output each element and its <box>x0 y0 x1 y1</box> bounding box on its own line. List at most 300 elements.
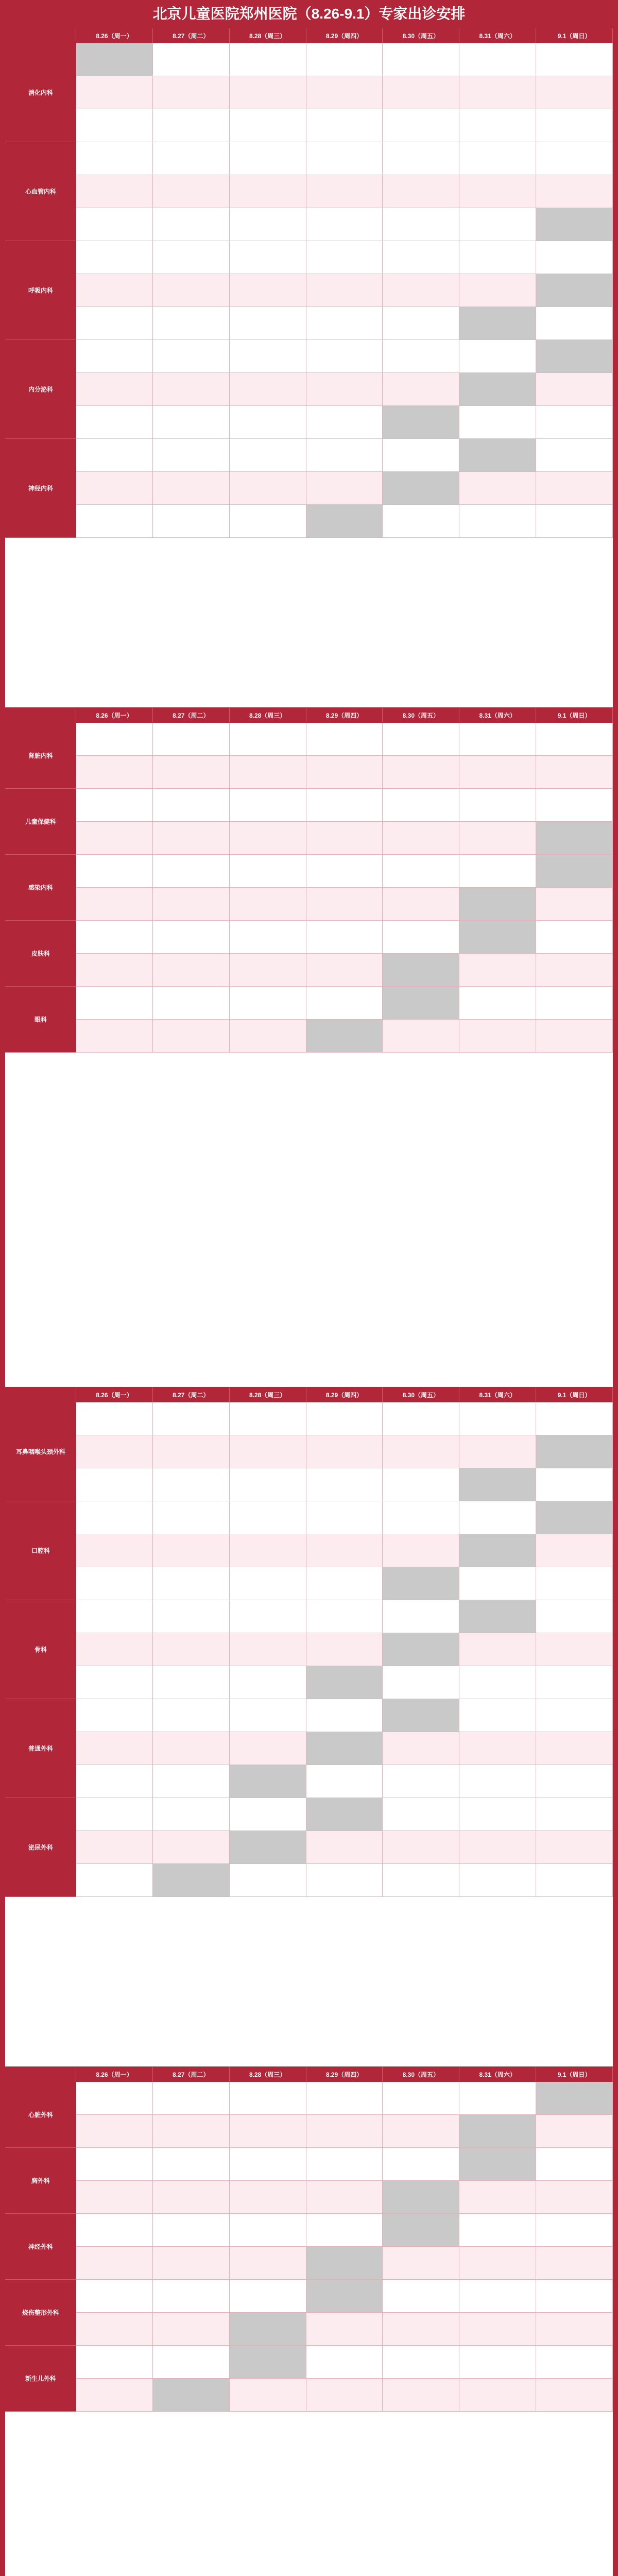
schedule-slot[interactable] <box>76 373 153 406</box>
schedule-slot[interactable] <box>153 1402 230 1435</box>
schedule-slot[interactable] <box>306 2148 383 2181</box>
schedule-slot[interactable] <box>230 1831 306 1864</box>
schedule-slot[interactable] <box>230 274 306 307</box>
schedule-slot[interactable] <box>230 888 306 921</box>
schedule-slot[interactable] <box>306 175 383 208</box>
schedule-slot[interactable] <box>536 2379 613 2412</box>
schedule-slot[interactable] <box>76 2313 153 2346</box>
schedule-slot[interactable] <box>383 2082 459 2115</box>
schedule-slot[interactable] <box>76 987 153 1020</box>
schedule-slot[interactable] <box>459 2214 536 2247</box>
schedule-slot[interactable] <box>230 2379 306 2412</box>
schedule-slot[interactable] <box>536 723 613 756</box>
schedule-slot[interactable] <box>383 1435 459 1468</box>
schedule-slot[interactable] <box>76 855 153 888</box>
schedule-slot[interactable] <box>153 2280 230 2313</box>
schedule-slot[interactable] <box>383 855 459 888</box>
schedule-slot[interactable] <box>230 1732 306 1765</box>
schedule-slot[interactable] <box>383 1864 459 1897</box>
schedule-slot[interactable] <box>459 109 536 142</box>
schedule-slot[interactable] <box>230 1468 306 1501</box>
schedule-slot[interactable] <box>306 2313 383 2346</box>
schedule-slot[interactable] <box>230 1020 306 1053</box>
schedule-slot[interactable] <box>230 1600 306 1633</box>
schedule-slot[interactable] <box>230 1633 306 1666</box>
schedule-slot[interactable] <box>536 1831 613 1864</box>
schedule-slot[interactable] <box>383 307 459 340</box>
schedule-slot[interactable] <box>459 1699 536 1732</box>
schedule-slot[interactable] <box>459 1402 536 1435</box>
schedule-slot[interactable] <box>76 142 153 175</box>
schedule-slot[interactable] <box>153 2115 230 2148</box>
schedule-slot[interactable] <box>536 142 613 175</box>
schedule-slot[interactable] <box>230 43 306 76</box>
schedule-slot[interactable] <box>459 756 536 789</box>
schedule-slot[interactable] <box>76 2214 153 2247</box>
schedule-slot[interactable] <box>153 76 230 109</box>
schedule-slot[interactable] <box>536 307 613 340</box>
schedule-slot[interactable] <box>230 822 306 855</box>
schedule-slot[interactable] <box>306 1831 383 1864</box>
schedule-slot[interactable] <box>306 921 383 954</box>
schedule-slot[interactable] <box>306 109 383 142</box>
schedule-slot[interactable] <box>536 921 613 954</box>
schedule-slot[interactable] <box>306 2214 383 2247</box>
schedule-slot[interactable] <box>230 2280 306 2313</box>
schedule-slot[interactable] <box>383 756 459 789</box>
schedule-slot[interactable] <box>230 175 306 208</box>
schedule-slot[interactable] <box>536 2181 613 2214</box>
schedule-slot[interactable] <box>230 2313 306 2346</box>
schedule-slot[interactable] <box>383 1501 459 1534</box>
schedule-slot[interactable] <box>459 1831 536 1864</box>
schedule-slot[interactable] <box>230 406 306 439</box>
schedule-slot[interactable] <box>536 2082 613 2115</box>
schedule-slot[interactable] <box>230 756 306 789</box>
schedule-slot[interactable] <box>383 1699 459 1732</box>
schedule-slot[interactable] <box>76 2247 153 2280</box>
schedule-slot[interactable] <box>153 505 230 538</box>
schedule-slot[interactable] <box>76 1831 153 1864</box>
schedule-slot[interactable] <box>536 43 613 76</box>
schedule-slot[interactable] <box>383 954 459 987</box>
schedule-slot[interactable] <box>536 1798 613 1831</box>
schedule-slot[interactable] <box>536 472 613 505</box>
schedule-slot[interactable] <box>230 76 306 109</box>
schedule-slot[interactable] <box>306 1732 383 1765</box>
schedule-slot[interactable] <box>459 1864 536 1897</box>
schedule-slot[interactable] <box>76 439 153 472</box>
schedule-slot[interactable] <box>383 822 459 855</box>
schedule-slot[interactable] <box>76 2148 153 2181</box>
schedule-slot[interactable] <box>306 472 383 505</box>
schedule-slot[interactable] <box>76 789 153 822</box>
schedule-slot[interactable] <box>76 2082 153 2115</box>
schedule-slot[interactable] <box>383 1402 459 1435</box>
schedule-slot[interactable] <box>383 1831 459 1864</box>
schedule-slot[interactable] <box>306 1020 383 1053</box>
schedule-slot[interactable] <box>383 142 459 175</box>
schedule-slot[interactable] <box>230 1765 306 1798</box>
schedule-slot[interactable] <box>536 822 613 855</box>
schedule-slot[interactable] <box>536 1020 613 1053</box>
schedule-slot[interactable] <box>383 1567 459 1600</box>
schedule-slot[interactable] <box>230 1435 306 1468</box>
schedule-slot[interactable] <box>306 1600 383 1633</box>
schedule-slot[interactable] <box>536 2313 613 2346</box>
schedule-slot[interactable] <box>153 954 230 987</box>
schedule-slot[interactable] <box>383 888 459 921</box>
schedule-slot[interactable] <box>459 142 536 175</box>
schedule-slot[interactable] <box>230 373 306 406</box>
schedule-slot[interactable] <box>306 1666 383 1699</box>
schedule-slot[interactable] <box>76 822 153 855</box>
schedule-slot[interactable] <box>76 76 153 109</box>
schedule-slot[interactable] <box>536 505 613 538</box>
schedule-slot[interactable] <box>459 406 536 439</box>
schedule-slot[interactable] <box>153 142 230 175</box>
schedule-slot[interactable] <box>459 241 536 274</box>
schedule-slot[interactable] <box>76 175 153 208</box>
schedule-slot[interactable] <box>306 241 383 274</box>
schedule-slot[interactable] <box>153 1020 230 1053</box>
schedule-slot[interactable] <box>536 1699 613 1732</box>
schedule-slot[interactable] <box>383 43 459 76</box>
schedule-slot[interactable] <box>536 439 613 472</box>
schedule-slot[interactable] <box>230 307 306 340</box>
schedule-slot[interactable] <box>383 241 459 274</box>
schedule-slot[interactable] <box>536 241 613 274</box>
schedule-slot[interactable] <box>536 888 613 921</box>
schedule-slot[interactable] <box>306 888 383 921</box>
schedule-slot[interactable] <box>306 1468 383 1501</box>
schedule-slot[interactable] <box>230 954 306 987</box>
schedule-slot[interactable] <box>76 1864 153 1897</box>
schedule-slot[interactable] <box>459 274 536 307</box>
schedule-slot[interactable] <box>536 340 613 373</box>
schedule-slot[interactable] <box>383 987 459 1020</box>
schedule-slot[interactable] <box>536 789 613 822</box>
schedule-slot[interactable] <box>383 439 459 472</box>
schedule-slot[interactable] <box>306 373 383 406</box>
schedule-slot[interactable] <box>536 756 613 789</box>
schedule-slot[interactable] <box>536 855 613 888</box>
schedule-slot[interactable] <box>306 340 383 373</box>
schedule-slot[interactable] <box>383 1020 459 1053</box>
schedule-slot[interactable] <box>153 1567 230 1600</box>
schedule-slot[interactable] <box>153 307 230 340</box>
schedule-slot[interactable] <box>459 2346 536 2379</box>
schedule-slot[interactable] <box>306 307 383 340</box>
schedule-slot[interactable] <box>153 789 230 822</box>
schedule-slot[interactable] <box>459 208 536 241</box>
schedule-slot[interactable] <box>230 2082 306 2115</box>
schedule-slot[interactable] <box>459 1633 536 1666</box>
schedule-slot[interactable] <box>459 855 536 888</box>
schedule-slot[interactable] <box>76 472 153 505</box>
schedule-slot[interactable] <box>536 373 613 406</box>
schedule-slot[interactable] <box>153 2181 230 2214</box>
schedule-slot[interactable] <box>153 2148 230 2181</box>
schedule-slot[interactable] <box>306 76 383 109</box>
schedule-slot[interactable] <box>76 2115 153 2148</box>
schedule-slot[interactable] <box>383 1534 459 1567</box>
schedule-slot[interactable] <box>76 756 153 789</box>
schedule-slot[interactable] <box>76 1732 153 1765</box>
schedule-slot[interactable] <box>230 472 306 505</box>
schedule-slot[interactable] <box>536 109 613 142</box>
schedule-slot[interactable] <box>76 274 153 307</box>
schedule-slot[interactable] <box>230 439 306 472</box>
schedule-slot[interactable] <box>230 340 306 373</box>
schedule-slot[interactable] <box>459 1732 536 1765</box>
schedule-slot[interactable] <box>383 2247 459 2280</box>
schedule-slot[interactable] <box>536 2148 613 2181</box>
schedule-slot[interactable] <box>306 2115 383 2148</box>
schedule-slot[interactable] <box>459 175 536 208</box>
schedule-slot[interactable] <box>536 208 613 241</box>
schedule-slot[interactable] <box>383 208 459 241</box>
schedule-slot[interactable] <box>383 373 459 406</box>
schedule-slot[interactable] <box>153 1864 230 1897</box>
schedule-slot[interactable] <box>230 109 306 142</box>
schedule-slot[interactable] <box>306 2181 383 2214</box>
schedule-slot[interactable] <box>230 855 306 888</box>
schedule-slot[interactable] <box>383 921 459 954</box>
schedule-slot[interactable] <box>153 241 230 274</box>
schedule-slot[interactable] <box>536 175 613 208</box>
schedule-slot[interactable] <box>153 373 230 406</box>
schedule-slot[interactable] <box>306 142 383 175</box>
schedule-slot[interactable] <box>230 1567 306 1600</box>
schedule-slot[interactable] <box>306 1798 383 1831</box>
schedule-slot[interactable] <box>153 406 230 439</box>
schedule-slot[interactable] <box>230 921 306 954</box>
schedule-slot[interactable] <box>383 406 459 439</box>
schedule-slot[interactable] <box>76 1501 153 1534</box>
schedule-slot[interactable] <box>153 208 230 241</box>
schedule-slot[interactable] <box>459 822 536 855</box>
schedule-slot[interactable] <box>76 2346 153 2379</box>
schedule-slot[interactable] <box>536 1435 613 1468</box>
schedule-slot[interactable] <box>459 1600 536 1633</box>
schedule-slot[interactable] <box>536 2247 613 2280</box>
schedule-slot[interactable] <box>153 439 230 472</box>
schedule-slot[interactable] <box>536 76 613 109</box>
schedule-slot[interactable] <box>230 2181 306 2214</box>
schedule-slot[interactable] <box>153 2379 230 2412</box>
schedule-slot[interactable] <box>76 2379 153 2412</box>
schedule-slot[interactable] <box>306 1699 383 1732</box>
schedule-slot[interactable] <box>153 1831 230 1864</box>
schedule-slot[interactable] <box>76 954 153 987</box>
schedule-slot[interactable] <box>383 1798 459 1831</box>
schedule-slot[interactable] <box>306 274 383 307</box>
schedule-slot[interactable] <box>153 822 230 855</box>
schedule-slot[interactable] <box>536 1732 613 1765</box>
schedule-slot[interactable] <box>76 888 153 921</box>
schedule-slot[interactable] <box>230 1402 306 1435</box>
schedule-slot[interactable] <box>230 1699 306 1732</box>
schedule-slot[interactable] <box>459 439 536 472</box>
schedule-slot[interactable] <box>459 2082 536 2115</box>
schedule-slot[interactable] <box>306 1402 383 1435</box>
schedule-slot[interactable] <box>536 274 613 307</box>
schedule-slot[interactable] <box>306 2280 383 2313</box>
schedule-slot[interactable] <box>459 2313 536 2346</box>
schedule-slot[interactable] <box>153 472 230 505</box>
schedule-slot[interactable] <box>153 888 230 921</box>
schedule-slot[interactable] <box>76 1402 153 1435</box>
schedule-slot[interactable] <box>459 888 536 921</box>
schedule-slot[interactable] <box>383 274 459 307</box>
schedule-slot[interactable] <box>76 921 153 954</box>
schedule-slot[interactable] <box>153 1699 230 1732</box>
schedule-slot[interactable] <box>306 954 383 987</box>
schedule-slot[interactable] <box>459 2115 536 2148</box>
schedule-slot[interactable] <box>230 241 306 274</box>
schedule-slot[interactable] <box>230 723 306 756</box>
schedule-slot[interactable] <box>383 472 459 505</box>
schedule-slot[interactable] <box>153 1501 230 1534</box>
schedule-slot[interactable] <box>306 2247 383 2280</box>
schedule-slot[interactable] <box>459 2148 536 2181</box>
schedule-slot[interactable] <box>153 1534 230 1567</box>
schedule-slot[interactable] <box>536 1765 613 1798</box>
schedule-slot[interactable] <box>383 1666 459 1699</box>
schedule-slot[interactable] <box>306 2379 383 2412</box>
schedule-slot[interactable] <box>230 2247 306 2280</box>
schedule-slot[interactable] <box>153 1600 230 1633</box>
schedule-slot[interactable] <box>306 208 383 241</box>
schedule-slot[interactable] <box>536 1666 613 1699</box>
schedule-slot[interactable] <box>76 241 153 274</box>
schedule-slot[interactable] <box>536 987 613 1020</box>
schedule-slot[interactable] <box>76 1798 153 1831</box>
schedule-slot[interactable] <box>76 1020 153 1053</box>
schedule-slot[interactable] <box>383 2115 459 2148</box>
schedule-slot[interactable] <box>76 109 153 142</box>
schedule-slot[interactable] <box>153 1765 230 1798</box>
schedule-slot[interactable] <box>153 2313 230 2346</box>
schedule-slot[interactable] <box>76 1435 153 1468</box>
schedule-slot[interactable] <box>383 505 459 538</box>
schedule-slot[interactable] <box>230 2346 306 2379</box>
schedule-slot[interactable] <box>306 2082 383 2115</box>
schedule-slot[interactable] <box>230 1501 306 1534</box>
schedule-slot[interactable] <box>459 723 536 756</box>
schedule-slot[interactable] <box>536 1567 613 1600</box>
schedule-slot[interactable] <box>153 1666 230 1699</box>
schedule-slot[interactable] <box>76 43 153 76</box>
schedule-slot[interactable] <box>383 340 459 373</box>
schedule-slot[interactable] <box>536 954 613 987</box>
schedule-slot[interactable] <box>536 1402 613 1435</box>
schedule-slot[interactable] <box>153 2082 230 2115</box>
schedule-slot[interactable] <box>76 208 153 241</box>
schedule-slot[interactable] <box>383 1468 459 1501</box>
schedule-slot[interactable] <box>76 2181 153 2214</box>
schedule-slot[interactable] <box>383 76 459 109</box>
schedule-slot[interactable] <box>230 987 306 1020</box>
schedule-slot[interactable] <box>536 1468 613 1501</box>
schedule-slot[interactable] <box>459 1435 536 1468</box>
schedule-slot[interactable] <box>306 406 383 439</box>
schedule-slot[interactable] <box>153 2346 230 2379</box>
schedule-slot[interactable] <box>153 1732 230 1765</box>
schedule-slot[interactable] <box>459 789 536 822</box>
schedule-slot[interactable] <box>306 723 383 756</box>
schedule-slot[interactable] <box>459 76 536 109</box>
schedule-slot[interactable] <box>76 505 153 538</box>
schedule-slot[interactable] <box>383 1633 459 1666</box>
schedule-slot[interactable] <box>536 2280 613 2313</box>
schedule-slot[interactable] <box>459 1567 536 1600</box>
schedule-slot[interactable] <box>383 109 459 142</box>
schedule-slot[interactable] <box>306 2346 383 2379</box>
schedule-slot[interactable] <box>459 2280 536 2313</box>
schedule-slot[interactable] <box>383 2379 459 2412</box>
schedule-slot[interactable] <box>230 1534 306 1567</box>
schedule-slot[interactable] <box>306 1435 383 1468</box>
schedule-slot[interactable] <box>230 1864 306 1897</box>
schedule-slot[interactable] <box>536 2346 613 2379</box>
schedule-slot[interactable] <box>76 723 153 756</box>
schedule-slot[interactable] <box>306 1765 383 1798</box>
schedule-slot[interactable] <box>459 340 536 373</box>
schedule-slot[interactable] <box>153 723 230 756</box>
schedule-slot[interactable] <box>306 855 383 888</box>
schedule-slot[interactable] <box>459 2181 536 2214</box>
schedule-slot[interactable] <box>306 1864 383 1897</box>
schedule-slot[interactable] <box>383 1765 459 1798</box>
schedule-slot[interactable] <box>383 2280 459 2313</box>
schedule-slot[interactable] <box>459 2247 536 2280</box>
schedule-slot[interactable] <box>153 274 230 307</box>
schedule-slot[interactable] <box>459 921 536 954</box>
schedule-slot[interactable] <box>76 1699 153 1732</box>
schedule-slot[interactable] <box>536 1864 613 1897</box>
schedule-slot[interactable] <box>459 2379 536 2412</box>
schedule-slot[interactable] <box>383 789 459 822</box>
schedule-slot[interactable] <box>76 1600 153 1633</box>
schedule-slot[interactable] <box>306 756 383 789</box>
schedule-slot[interactable] <box>230 1798 306 1831</box>
schedule-slot[interactable] <box>459 1468 536 1501</box>
schedule-slot[interactable] <box>536 2115 613 2148</box>
schedule-slot[interactable] <box>306 1567 383 1600</box>
schedule-slot[interactable] <box>459 373 536 406</box>
schedule-slot[interactable] <box>306 822 383 855</box>
schedule-slot[interactable] <box>306 439 383 472</box>
schedule-slot[interactable] <box>153 1468 230 1501</box>
schedule-slot[interactable] <box>459 1534 536 1567</box>
schedule-slot[interactable] <box>306 1534 383 1567</box>
schedule-slot[interactable] <box>383 2346 459 2379</box>
schedule-slot[interactable] <box>459 954 536 987</box>
schedule-slot[interactable] <box>459 505 536 538</box>
schedule-slot[interactable] <box>230 2214 306 2247</box>
schedule-slot[interactable] <box>536 2214 613 2247</box>
schedule-slot[interactable] <box>76 2280 153 2313</box>
schedule-slot[interactable] <box>76 406 153 439</box>
schedule-slot[interactable] <box>76 1567 153 1600</box>
schedule-slot[interactable] <box>76 1666 153 1699</box>
schedule-slot[interactable] <box>306 789 383 822</box>
schedule-slot[interactable] <box>459 43 536 76</box>
schedule-slot[interactable] <box>153 1435 230 1468</box>
schedule-slot[interactable] <box>383 1732 459 1765</box>
